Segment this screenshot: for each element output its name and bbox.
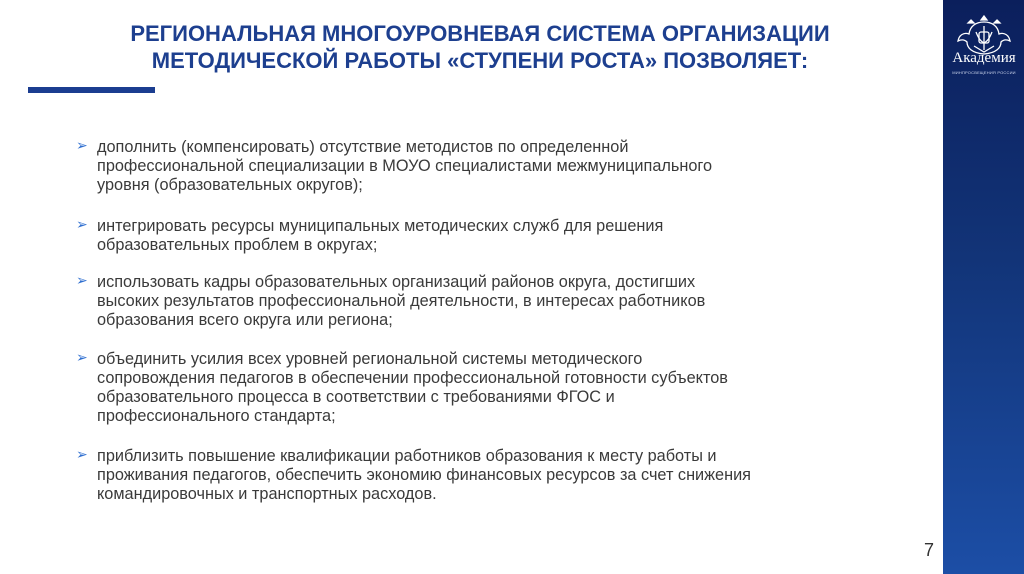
bullet-text-line: интегрировать ресурсы муниципальных методических служб для решения [97,217,664,235]
bullet-item [76,273,896,330]
bullet-text-line: использовать кадры образовательных организаций районов округа, достигших [97,273,696,291]
bullet-text-line: объединить усилия всех уровней региональной системы методического [97,350,643,368]
bullet-text-line: образовательного процесса в соответствии с требованиями ФГОС и [97,388,615,406]
bullet-text-line: сопровождения педагогов в обеспечении профессиональной готовности субъектов [97,369,728,387]
bullet-item [76,447,896,504]
bullet-text-line: образовательных проблем в округах; [97,236,378,254]
bullet-text-line: приблизить повышение квалификации работников образования к месту работы и [97,447,717,465]
slide-title-line: РЕГИОНАЛЬНАЯ МНОГОУРОВНЕВАЯ СИСТЕМА ОРГАНИЗАЦИИ [130,21,830,46]
page-number: 7 [923,540,934,560]
bullet-text-line: профессиональной специализации в МОУО специалистами межмуниципального [97,157,713,175]
bullet-text-line: профессионального стандарта; [97,407,336,425]
bullet-arrow-icon: ➢ [76,447,88,463]
bullet-text-line: командировочных и транспортных расходов. [97,485,437,503]
bullet-item [76,217,896,255]
academy-logo-subtext: МИНПРОСВЕЩЕНИЯ РОССИИ [952,70,1016,75]
title-underline-bar [28,87,155,93]
slide-title-line: МЕТОДИЧЕСКОЙ РАБОТЫ «СТУПЕНИ РОСТА» ПОЗВОЛЯЕТ: [151,48,809,73]
bullet-text-line: дополнить (компенсировать) отсутствие методистов по определенной [97,138,629,156]
bullet-text-line: проживания педагогов, обеспечить экономию финансовых ресурсов за счет снижения [97,466,751,484]
bullet-text-line: образования всего округа или региона; [97,311,393,329]
bullet-item [76,138,896,195]
bullet-item [76,350,896,426]
bullet-text-line: уровня (образовательных округов); [97,176,363,194]
slide-title [20,20,940,74]
bullet-arrow-icon: ➢ [76,138,88,154]
bullet-arrow-icon: ➢ [76,350,88,366]
academy-logo-text: Академия [952,50,1016,66]
bullet-arrow-icon: ➢ [76,217,88,233]
bullet-text-line: высоких результатов профессиональной деятельности, в интересах работников [97,292,706,310]
bullet-list [76,138,896,504]
bullet-arrow-icon: ➢ [76,273,88,289]
